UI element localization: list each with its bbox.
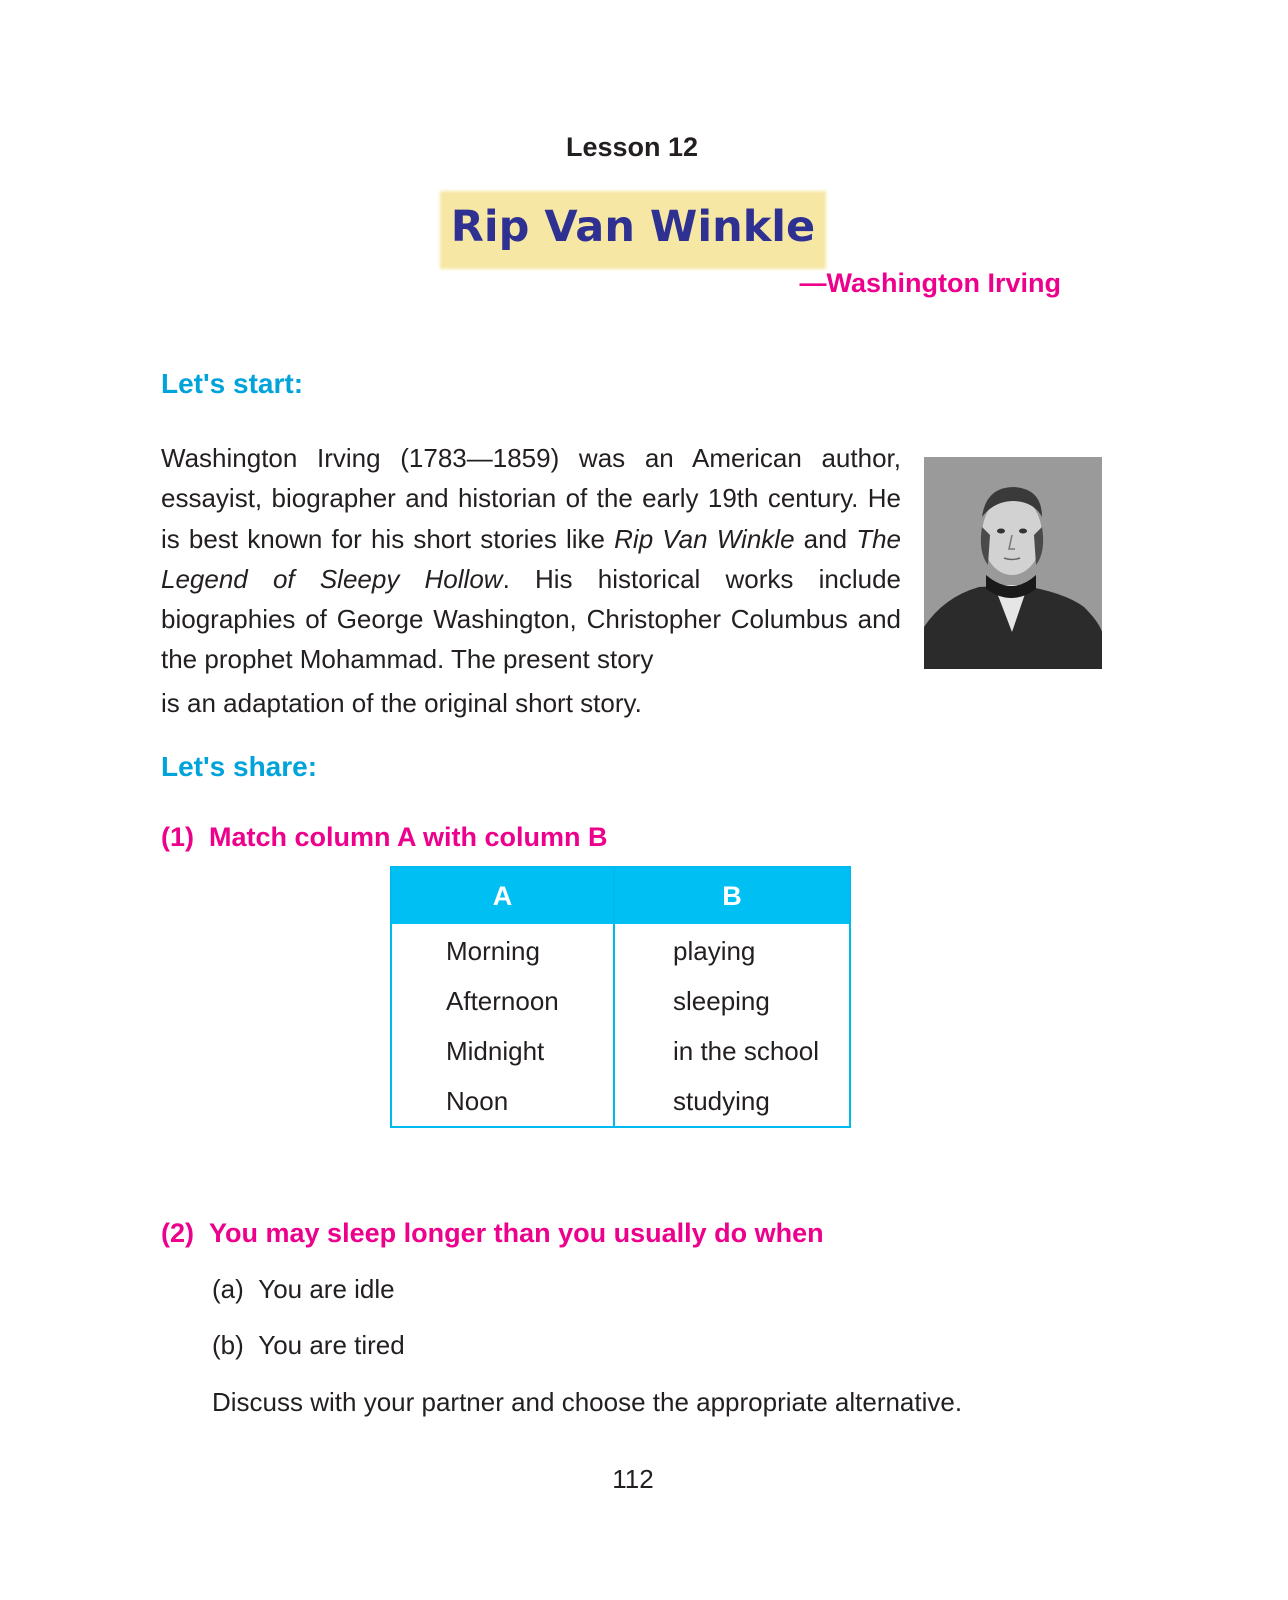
option-a — [212, 1274, 395, 1305]
discussion-instruction: Discuss with your partner and choose the appropriate alternative. — [212, 1387, 963, 1417]
lets-share-heading: Let's share: — [161, 751, 318, 782]
option-b-text: You are tired — [258, 1330, 405, 1360]
table-cell-a: Noon — [446, 1086, 509, 1116]
table-cell-b: playing — [673, 936, 756, 966]
option-a-label: (a) — [212, 1274, 244, 1304]
column-b-header: B — [615, 868, 849, 924]
match-table — [390, 866, 851, 1128]
question-2-text: You may sleep longer than you usually do when — [209, 1218, 824, 1248]
question-2-number: (2) — [161, 1218, 194, 1248]
question-2-heading — [161, 1218, 824, 1249]
intro-paragraph — [161, 438, 901, 723]
lets-start-heading: Let's start: — [161, 368, 304, 399]
option-a-text: You are idle — [258, 1274, 395, 1304]
table-cell-b: sleeping — [673, 986, 770, 1016]
question-1-text: Match column A with column B — [209, 822, 608, 852]
intro-text-2: and — [794, 523, 857, 554]
portrait-icon — [924, 457, 1102, 669]
intro-text-1: Washington Irving (1783—1859) was an American author, essayist, biographer and historian of the early 19th century. He is best known for his short stories like — [161, 443, 901, 554]
author-name: —Washington Irving — [799, 268, 1061, 298]
question-1-heading — [161, 822, 608, 853]
page-number: 112 — [612, 1464, 654, 1494]
intro-italic-legend: The Legend of Sleepy Hollow — [161, 523, 901, 594]
intro-italic-rip: Rip Van Winkle — [614, 523, 795, 554]
intro-text-3: . His historical works include biographies of George Washington, Christopher Columbus and the prophet Mohammad. The present story — [161, 563, 901, 675]
question-1-number: (1) — [161, 822, 194, 852]
table-cell-a: Midnight — [446, 1036, 545, 1066]
story-title: Rip Van Winkle — [450, 202, 816, 252]
option-b — [212, 1330, 405, 1361]
portrait-illustration — [924, 457, 1102, 669]
table-cell-a: Morning — [446, 936, 540, 966]
column-divider — [613, 868, 615, 1126]
table-cell-a: Afternoon — [446, 986, 559, 1016]
option-b-label: (b) — [212, 1330, 244, 1360]
table-cell-b: in the school — [673, 1036, 819, 1066]
column-a-header: A — [392, 868, 613, 924]
lesson-number: Lesson 12 — [565, 132, 699, 162]
intro-text-4: is an adaptation of the original short story. — [161, 687, 642, 718]
table-cell-b: studying — [673, 1086, 770, 1116]
